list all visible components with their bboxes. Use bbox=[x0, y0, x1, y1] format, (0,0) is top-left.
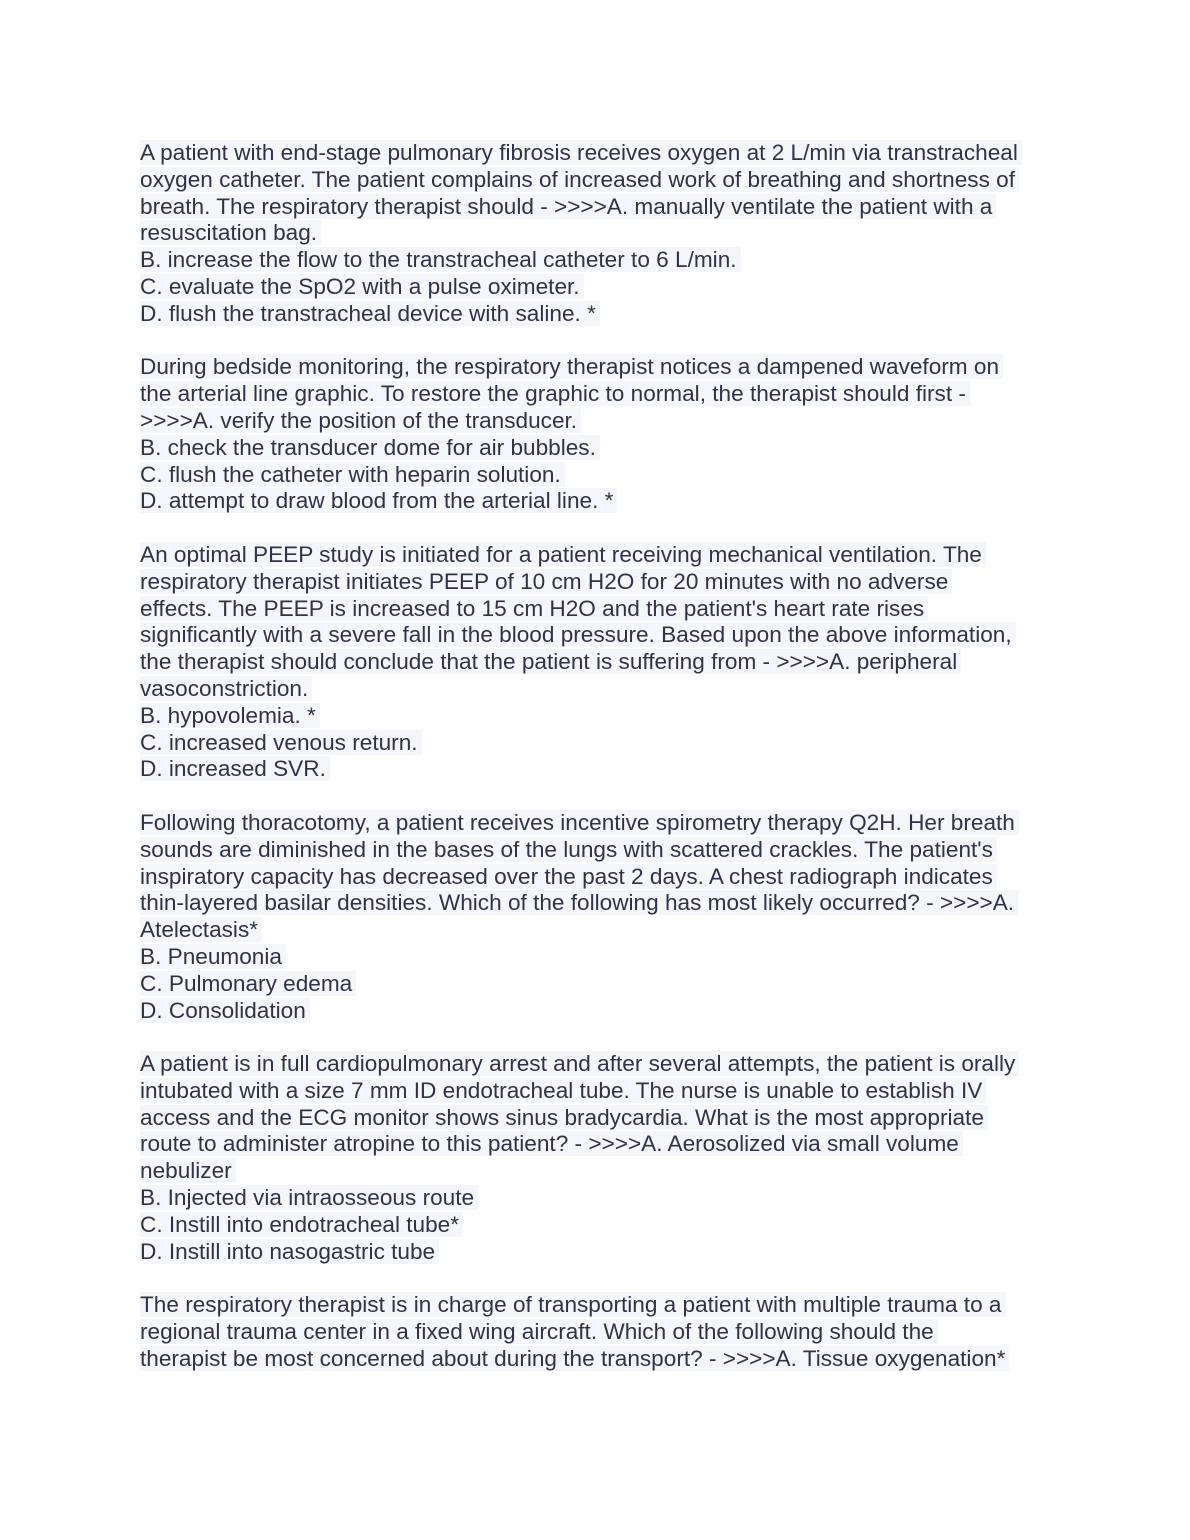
question-text-line: sounds are diminished in the bases of the lungs with scattered crackles. The patient's bbox=[140, 837, 1060, 864]
question-block bbox=[140, 140, 1060, 328]
question-text-line: the arterial line graphic. To restore the graphic to normal, the therapist should first - bbox=[140, 381, 1060, 408]
question-text-line: access and the ECG monitor shows sinus bradycardia. What is the most appropriate bbox=[140, 1105, 1060, 1132]
question-text-line: regional trauma center in a fixed wing aircraft. Which of the following should the bbox=[140, 1319, 1060, 1346]
question-text-line: A patient with end-stage pulmonary fibrosis receives oxygen at 2 L/min via transtracheal bbox=[140, 140, 1060, 167]
question-text-line: The respiratory therapist is in charge of transporting a patient with multiple trauma to a bbox=[140, 1292, 1060, 1319]
question-text-line: intubated with a size 7 mm ID endotracheal tube. The nurse is unable to establish IV bbox=[140, 1078, 1060, 1105]
question-text-line: A patient is in full cardiopulmonary arrest and after several attempts, the patient is orally bbox=[140, 1051, 1060, 1078]
answer-option: B. Pneumonia bbox=[140, 944, 1060, 971]
answer-option: D. increased SVR. bbox=[140, 756, 1060, 783]
answer-option: B. check the transducer dome for air bubbles. bbox=[140, 435, 1060, 462]
answer-option: C. Instill into endotracheal tube* bbox=[140, 1212, 1060, 1239]
question-block bbox=[140, 1292, 1060, 1372]
question-block bbox=[140, 354, 1060, 515]
question-text-line: the therapist should conclude that the patient is suffering from - >>>>A. peripheral bbox=[140, 649, 1060, 676]
question-text-line: Following thoracotomy, a patient receives incentive spirometry therapy Q2H. Her breath bbox=[140, 810, 1060, 837]
answer-option: D. Instill into nasogastric tube bbox=[140, 1239, 1060, 1266]
question-block bbox=[140, 810, 1060, 1024]
answer-option: C. increased venous return. bbox=[140, 730, 1060, 757]
question-text-line: significantly with a severe fall in the blood pressure. Based upon the above information, bbox=[140, 622, 1060, 649]
question-text-line: An optimal PEEP study is initiated for a patient receiving mechanical ventilation. The bbox=[140, 542, 1060, 569]
question-block bbox=[140, 542, 1060, 783]
question-text-line: effects. The PEEP is increased to 15 cm H2O and the patient's heart rate rises bbox=[140, 596, 1060, 623]
question-text-line: vasoconstriction. bbox=[140, 676, 1060, 703]
answer-option: D. attempt to draw blood from the arterial line. * bbox=[140, 488, 1060, 515]
answer-option: C. evaluate the SpO2 with a pulse oximeter. bbox=[140, 274, 1060, 301]
question-text-line: nebulizer bbox=[140, 1158, 1060, 1185]
question-text-line: breath. The respiratory therapist should - >>>>A. manually ventilate the patient with a bbox=[140, 194, 1060, 221]
question-text-line: During bedside monitoring, the respiratory therapist notices a dampened waveform on bbox=[140, 354, 1060, 381]
answer-option: B. increase the flow to the transtracheal catheter to 6 L/min. bbox=[140, 247, 1060, 274]
answer-option: B. hypovolemia. * bbox=[140, 703, 1060, 730]
question-text-line: route to administer atropine to this patient? - >>>>A. Aerosolized via small volume bbox=[140, 1131, 1060, 1158]
question-text-line: >>>>A. verify the position of the transducer. bbox=[140, 408, 1060, 435]
answer-option: D. Consolidation bbox=[140, 998, 1060, 1025]
answer-option: B. Injected via intraosseous route bbox=[140, 1185, 1060, 1212]
question-text-line: therapist be most concerned about during the transport? - >>>>A. Tissue oxygenation* bbox=[140, 1346, 1060, 1373]
question-text-line: oxygen catheter. The patient complains of increased work of breathing and shortness of bbox=[140, 167, 1060, 194]
question-text-line: resuscitation bag. bbox=[140, 220, 1060, 247]
document-page bbox=[140, 140, 1060, 1399]
question-text-line: inspiratory capacity has decreased over the past 2 days. A chest radiograph indicates bbox=[140, 864, 1060, 891]
question-block bbox=[140, 1051, 1060, 1265]
answer-option: C. flush the catheter with heparin solution. bbox=[140, 462, 1060, 489]
answer-option: C. Pulmonary edema bbox=[140, 971, 1060, 998]
question-text-line: respiratory therapist initiates PEEP of 10 cm H2O for 20 minutes with no adverse bbox=[140, 569, 1060, 596]
question-text-line: Atelectasis* bbox=[140, 917, 1060, 944]
answer-option: D. flush the transtracheal device with saline. * bbox=[140, 301, 1060, 328]
question-text-line: thin-layered basilar densities. Which of the following has most likely occurred? - >>>>A. bbox=[140, 890, 1060, 917]
